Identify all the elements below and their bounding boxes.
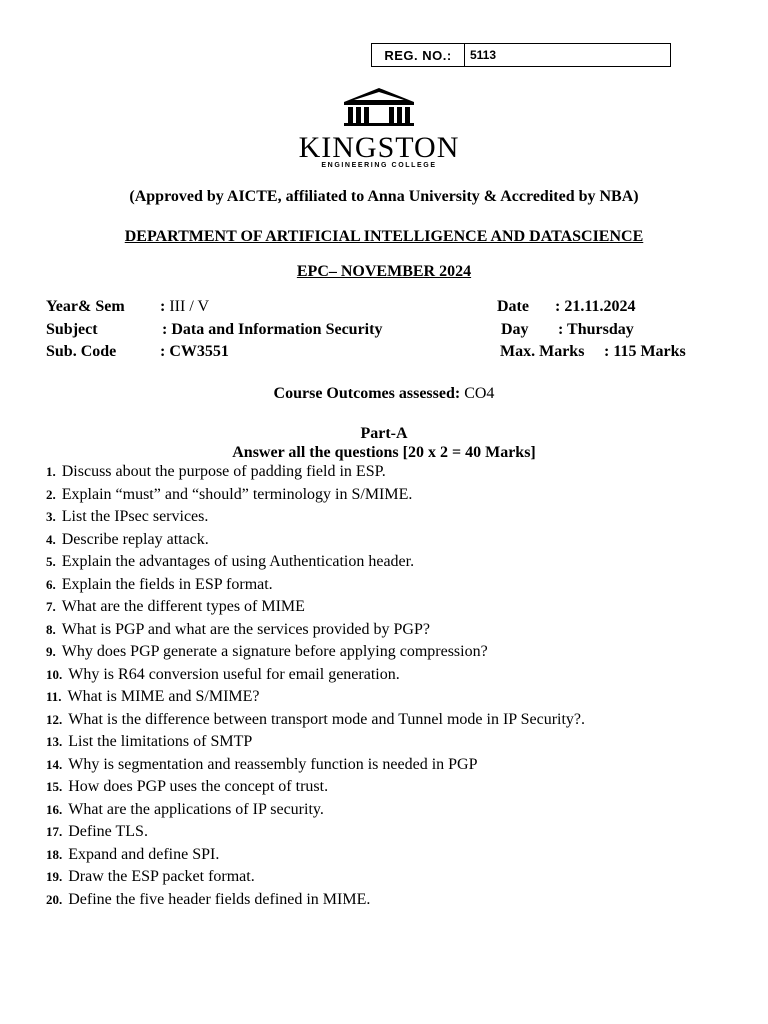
day-value: : Thursday	[558, 321, 634, 338]
question-item	[46, 553, 585, 576]
question-item	[46, 891, 585, 914]
question-number: 19.	[46, 869, 63, 884]
question-item	[46, 756, 585, 779]
question-number: 1.	[46, 464, 56, 479]
question-item	[46, 711, 585, 734]
question-number: 12.	[46, 711, 63, 727]
question-item	[46, 643, 585, 666]
question-item	[46, 621, 585, 644]
question-item	[46, 508, 585, 531]
question-number: 13.	[46, 734, 63, 749]
question-text: What is MIME and S/MIME?	[67, 688, 260, 705]
year-value: : III / V	[160, 298, 210, 315]
date-label: Date	[497, 298, 529, 315]
question-text: List the limitations of SMTP	[68, 733, 253, 750]
question-number: 17.	[46, 824, 63, 839]
part-title: Part-A	[360, 425, 408, 442]
question-item	[46, 823, 585, 846]
question-text: Draw the ESP packet format.	[68, 868, 255, 885]
question-number: 18.	[46, 846, 63, 862]
logo-tagline: ENGINEERING COLLEGE	[321, 162, 437, 169]
question-number: 10.	[46, 666, 63, 682]
question-list	[46, 463, 585, 913]
marks-label: Max. Marks	[500, 343, 585, 360]
question-number: 6.	[46, 576, 56, 592]
question-item	[46, 801, 585, 824]
question-text: Define TLS.	[68, 823, 148, 840]
question-text: Why does PGP generate a signature before applying compression?	[61, 643, 488, 660]
day-label: Day	[501, 321, 529, 338]
question-item	[46, 868, 585, 891]
question-number: 15.	[46, 779, 63, 794]
code-value: : CW3551	[160, 343, 229, 360]
question-item	[46, 598, 585, 621]
course-outcomes	[0, 385, 768, 403]
question-number: 9.	[46, 644, 56, 659]
question-number: 16.	[46, 801, 63, 817]
question-text: Why is segmentation and reassembly function is needed in PGP	[68, 755, 478, 773]
question-item	[46, 463, 585, 486]
course-outcomes-value: CO4	[464, 385, 495, 402]
question-item	[46, 576, 585, 599]
course-outcomes-label: Course Outcomes assessed:	[273, 385, 461, 402]
question-text: What is PGP and what are the services provided by PGP?	[61, 620, 430, 638]
question-text: Explain the advantages of using Authentication header.	[61, 553, 415, 570]
question-text: Explain “must” and “should” terminology in S/MIME.	[61, 485, 413, 503]
subject-value: : Data and Information Security	[162, 321, 383, 338]
question-text: What is the difference between transport mode and Tunnel mode in IP Security?.	[68, 710, 586, 728]
question-text: Define the five header fields defined in MIME.	[68, 890, 371, 908]
question-number: 14.	[46, 756, 63, 772]
question-text: Explain the fields in ESP format.	[61, 575, 273, 593]
exam-title: EPC– NOVEMBER 2024	[296, 263, 472, 280]
year-label: Year& Sem	[46, 298, 125, 315]
question-item	[46, 778, 585, 801]
question-number: 4.	[46, 531, 56, 547]
question-number: 20.	[46, 891, 63, 907]
question-item	[46, 846, 585, 869]
college-logo	[268, 86, 490, 170]
question-text: What are the different types of MIME	[61, 598, 305, 615]
question-text: What are the applications of IP security.	[68, 800, 324, 818]
question-item	[46, 688, 585, 711]
question-item	[46, 531, 585, 554]
question-number: 8.	[46, 621, 56, 637]
question-number: 7.	[46, 599, 56, 614]
date-value: : 21.11.2024	[555, 298, 636, 315]
department-title: DEPARTMENT OF ARTIFICIAL INTELLIGENCE AND DATASCIENCE	[124, 228, 644, 245]
question-text: Discuss about the purpose of padding field in ESP.	[61, 463, 386, 480]
question-number: 5.	[46, 554, 56, 569]
subject-label: Subject	[46, 321, 98, 338]
question-text: How does PGP uses the concept of trust.	[68, 778, 329, 795]
building-icon	[344, 88, 414, 126]
question-text: Why is R64 conversion useful for email generation.	[68, 665, 400, 683]
part-instruction: Answer all the questions [20 x 2 = 40 Marks]	[232, 444, 536, 461]
question-item	[46, 733, 585, 756]
question-text: Describe replay attack.	[61, 530, 209, 548]
approval-line: (Approved by AICTE, affiliated to Anna University & Accredited by NBA)	[129, 188, 639, 205]
reg-no-label: REG. NO.:	[372, 44, 465, 66]
question-number: 11.	[46, 689, 62, 704]
question-number: 3.	[46, 509, 56, 524]
question-text: List the IPsec services.	[61, 508, 209, 525]
question-number: 2.	[46, 486, 56, 502]
logo-name: KINGSTON	[298, 131, 460, 164]
question-item	[46, 666, 585, 689]
code-label: Sub. Code	[46, 343, 117, 360]
question-text: Expand and define SPI.	[68, 845, 220, 863]
reg-no-box	[371, 43, 671, 67]
reg-no-value: 5113	[470, 48, 497, 62]
marks-value: : 115 Marks	[604, 343, 686, 360]
question-item	[46, 486, 585, 509]
